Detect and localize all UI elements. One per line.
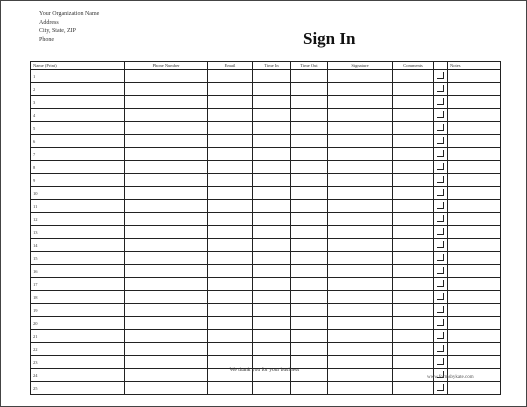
table-row — [31, 239, 501, 252]
row-entry-cell[interactable] — [125, 330, 208, 343]
row-entry-cell[interactable] — [291, 96, 328, 109]
row-checkbox-cell[interactable] — [434, 96, 448, 109]
row-name-cell[interactable]: 25 — [31, 382, 125, 395]
row-entry-cell[interactable] — [393, 174, 434, 187]
row-name-cell[interactable]: 20 — [31, 317, 125, 330]
organization-info — [39, 10, 99, 44]
table-row — [31, 278, 501, 291]
table-row — [31, 161, 501, 174]
row-entry-cell[interactable] — [393, 317, 434, 330]
column-header-time-out: Time Out — [291, 62, 328, 70]
row-checkbox-cell[interactable] — [434, 213, 448, 226]
row-entry-cell[interactable] — [291, 278, 328, 291]
row-entry-cell[interactable] — [125, 252, 208, 265]
row-entry-cell[interactable] — [448, 200, 501, 213]
row-entry-cell[interactable] — [253, 83, 291, 96]
row-entry-cell[interactable] — [253, 70, 291, 83]
row-entry-cell[interactable] — [328, 148, 393, 161]
row-entry-cell[interactable] — [448, 161, 501, 174]
checkbox[interactable] — [437, 319, 444, 326]
org-city-state-zip: City, State, ZIP — [39, 28, 76, 34]
row-entry-cell[interactable] — [208, 122, 253, 135]
sign-in-table — [30, 61, 501, 395]
checkbox[interactable] — [437, 72, 444, 79]
row-entry-cell[interactable] — [208, 161, 253, 174]
row-name-cell[interactable]: 17 — [31, 278, 125, 291]
row-entry-cell[interactable] — [125, 239, 208, 252]
table-row — [31, 148, 501, 161]
row-entry-cell[interactable] — [393, 187, 434, 200]
table-row — [31, 265, 501, 278]
org-name: Your Organization Name — [39, 11, 100, 17]
row-name-cell[interactable]: 13 — [31, 226, 125, 239]
checkbox[interactable] — [437, 85, 444, 92]
row-entry-cell[interactable] — [393, 122, 434, 135]
form-credit: www.formsbykate.com — [427, 375, 474, 380]
row-name-cell[interactable]: 19 — [31, 304, 125, 317]
row-entry-cell[interactable] — [448, 213, 501, 226]
row-entry-cell[interactable] — [393, 135, 434, 148]
row-entry-cell[interactable] — [448, 382, 501, 395]
thank-you-note: We thank you for your business — [229, 367, 300, 373]
row-entry-cell[interactable] — [328, 226, 393, 239]
row-entry-cell[interactable] — [328, 213, 393, 226]
row-entry-cell[interactable] — [253, 213, 291, 226]
row-entry-cell[interactable] — [291, 265, 328, 278]
row-checkbox-cell[interactable] — [434, 174, 448, 187]
table-row — [31, 213, 501, 226]
row-entry-cell[interactable] — [291, 148, 328, 161]
column-header-signature: Signature — [328, 62, 393, 70]
checkbox[interactable] — [437, 202, 444, 209]
table-row — [31, 109, 501, 122]
row-entry-cell[interactable] — [448, 135, 501, 148]
row-entry-cell[interactable] — [328, 161, 393, 174]
row-name-cell[interactable]: 14 — [31, 239, 125, 252]
row-entry-cell[interactable] — [393, 278, 434, 291]
row-entry-cell[interactable] — [253, 122, 291, 135]
row-entry-cell[interactable] — [125, 226, 208, 239]
row-entry-cell[interactable] — [208, 200, 253, 213]
row-entry-cell[interactable] — [208, 226, 253, 239]
row-entry-cell[interactable] — [291, 291, 328, 304]
checkbox[interactable] — [437, 332, 444, 339]
row-checkbox-cell[interactable] — [434, 317, 448, 330]
row-entry-cell[interactable] — [448, 226, 501, 239]
row-entry-cell[interactable] — [291, 213, 328, 226]
table-row — [31, 317, 501, 330]
column-header-check — [434, 62, 448, 70]
row-entry-cell[interactable] — [393, 148, 434, 161]
row-entry-cell[interactable] — [328, 330, 393, 343]
row-entry-cell[interactable] — [125, 343, 208, 356]
row-entry-cell[interactable] — [291, 187, 328, 200]
row-entry-cell[interactable] — [208, 174, 253, 187]
row-entry-cell[interactable] — [253, 187, 291, 200]
table-row — [31, 382, 501, 395]
row-checkbox-cell[interactable] — [434, 200, 448, 213]
table-row — [31, 291, 501, 304]
row-entry-cell[interactable] — [328, 83, 393, 96]
row-entry-cell[interactable] — [253, 304, 291, 317]
row-entry-cell[interactable] — [448, 252, 501, 265]
row-entry-cell[interactable] — [125, 135, 208, 148]
row-checkbox-cell[interactable] — [434, 70, 448, 83]
row-entry-cell[interactable] — [208, 148, 253, 161]
row-name-cell[interactable]: 5 — [31, 122, 125, 135]
row-checkbox-cell[interactable] — [434, 330, 448, 343]
checkbox[interactable] — [437, 384, 444, 391]
row-checkbox-cell[interactable] — [434, 135, 448, 148]
row-entry-cell[interactable] — [393, 252, 434, 265]
row-entry-cell[interactable] — [125, 161, 208, 174]
row-checkbox-cell[interactable] — [434, 291, 448, 304]
row-name-cell[interactable]: 9 — [31, 174, 125, 187]
row-name-cell[interactable]: 7 — [31, 148, 125, 161]
row-entry-cell[interactable] — [208, 265, 253, 278]
row-entry-cell[interactable] — [208, 317, 253, 330]
row-name-cell[interactable]: 16 — [31, 265, 125, 278]
row-entry-cell[interactable] — [393, 330, 434, 343]
row-entry-cell[interactable] — [328, 187, 393, 200]
checkbox[interactable] — [437, 124, 444, 131]
column-header-comments: Comments — [393, 62, 434, 70]
row-entry-cell[interactable] — [253, 226, 291, 239]
row-name-cell[interactable]: 24 — [31, 369, 125, 382]
row-entry-cell[interactable] — [328, 122, 393, 135]
checkbox[interactable] — [437, 150, 444, 157]
row-entry-cell[interactable] — [393, 96, 434, 109]
row-entry-cell[interactable] — [448, 96, 501, 109]
row-entry-cell[interactable] — [448, 343, 501, 356]
row-entry-cell[interactable] — [125, 187, 208, 200]
table-body — [31, 70, 501, 395]
row-entry-cell[interactable] — [393, 161, 434, 174]
row-entry-cell[interactable] — [291, 317, 328, 330]
row-entry-cell[interactable] — [393, 109, 434, 122]
row-entry-cell[interactable] — [208, 330, 253, 343]
checkbox[interactable] — [437, 98, 444, 105]
row-entry-cell[interactable] — [291, 343, 328, 356]
row-entry-cell[interactable] — [208, 278, 253, 291]
row-entry-cell[interactable] — [125, 213, 208, 226]
row-entry-cell[interactable] — [208, 291, 253, 304]
row-entry-cell[interactable] — [208, 252, 253, 265]
checkbox[interactable] — [437, 241, 444, 248]
row-entry-cell[interactable] — [393, 265, 434, 278]
row-entry-cell[interactable] — [291, 382, 328, 395]
page-title: Sign In — [303, 29, 356, 48]
table-row — [31, 200, 501, 213]
row-entry-cell[interactable] — [253, 161, 291, 174]
row-name-cell[interactable]: 6 — [31, 135, 125, 148]
row-entry-cell[interactable] — [208, 343, 253, 356]
org-phone: Phone — [39, 36, 54, 43]
row-entry-cell[interactable] — [291, 330, 328, 343]
table-row — [31, 304, 501, 317]
row-entry-cell[interactable] — [393, 343, 434, 356]
row-entry-cell[interactable] — [393, 382, 434, 395]
row-entry-cell[interactable] — [208, 135, 253, 148]
row-entry-cell[interactable] — [208, 187, 253, 200]
checkbox[interactable] — [437, 215, 444, 222]
row-entry-cell[interactable] — [393, 226, 434, 239]
row-entry-cell[interactable] — [291, 252, 328, 265]
row-entry-cell[interactable] — [291, 83, 328, 96]
row-entry-cell[interactable] — [291, 200, 328, 213]
row-checkbox-cell[interactable] — [434, 278, 448, 291]
row-entry-cell[interactable] — [253, 174, 291, 187]
row-entry-cell[interactable] — [328, 317, 393, 330]
row-entry-cell[interactable] — [291, 304, 328, 317]
column-header-notes: Notes — [448, 62, 501, 70]
row-entry-cell[interactable] — [125, 70, 208, 83]
row-checkbox-cell[interactable] — [434, 161, 448, 174]
row-checkbox-cell[interactable] — [434, 343, 448, 356]
row-entry-cell[interactable] — [448, 265, 501, 278]
row-entry-cell[interactable] — [253, 148, 291, 161]
checkbox[interactable] — [437, 306, 444, 313]
row-entry-cell[interactable] — [208, 109, 253, 122]
row-entry-cell[interactable] — [208, 304, 253, 317]
row-entry-cell[interactable] — [448, 239, 501, 252]
table-row — [31, 226, 501, 239]
row-entry-cell[interactable] — [291, 226, 328, 239]
table-row — [31, 135, 501, 148]
row-entry-cell[interactable] — [253, 343, 291, 356]
row-entry-cell[interactable] — [328, 96, 393, 109]
row-entry-cell[interactable] — [291, 174, 328, 187]
row-entry-cell[interactable] — [253, 330, 291, 343]
row-checkbox-cell[interactable] — [434, 382, 448, 395]
row-entry-cell[interactable] — [328, 304, 393, 317]
row-entry-cell[interactable] — [125, 317, 208, 330]
row-entry-cell[interactable] — [448, 83, 501, 96]
table-row — [31, 187, 501, 200]
row-entry-cell[interactable] — [253, 291, 291, 304]
row-entry-cell[interactable] — [393, 213, 434, 226]
checkbox[interactable] — [437, 358, 444, 365]
row-checkbox-cell[interactable] — [434, 265, 448, 278]
row-entry-cell[interactable] — [393, 70, 434, 83]
row-entry-cell[interactable] — [328, 382, 393, 395]
table-row — [31, 174, 501, 187]
row-entry-cell[interactable] — [448, 122, 501, 135]
row-entry-cell[interactable] — [125, 83, 208, 96]
row-entry-cell[interactable] — [125, 174, 208, 187]
row-entry-cell[interactable] — [291, 135, 328, 148]
row-entry-cell[interactable] — [448, 70, 501, 83]
table-row — [31, 96, 501, 109]
row-name-cell[interactable]: 22 — [31, 343, 125, 356]
checkbox[interactable] — [437, 293, 444, 300]
row-entry-cell[interactable] — [448, 109, 501, 122]
row-name-cell[interactable]: 11 — [31, 200, 125, 213]
table-row — [31, 252, 501, 265]
table-header-row — [31, 62, 501, 70]
row-entry-cell[interactable] — [208, 83, 253, 96]
org-address: Address — [39, 19, 59, 26]
row-entry-cell[interactable] — [328, 239, 393, 252]
row-name-cell[interactable]: 21 — [31, 330, 125, 343]
checkbox[interactable] — [437, 111, 444, 118]
row-entry-cell[interactable] — [208, 382, 253, 395]
row-entry-cell[interactable] — [125, 109, 208, 122]
row-entry-cell[interactable] — [448, 148, 501, 161]
checkbox[interactable] — [437, 189, 444, 196]
row-entry-cell[interactable] — [125, 278, 208, 291]
row-entry-cell[interactable] — [291, 239, 328, 252]
row-entry-cell[interactable] — [328, 252, 393, 265]
row-entry-cell[interactable] — [448, 187, 501, 200]
checkbox[interactable] — [437, 267, 444, 274]
row-name-cell[interactable]: 3 — [31, 96, 125, 109]
row-entry-cell[interactable] — [328, 135, 393, 148]
row-entry-cell[interactable] — [393, 291, 434, 304]
row-entry-cell[interactable] — [125, 304, 208, 317]
row-entry-cell[interactable] — [328, 343, 393, 356]
row-entry-cell[interactable] — [291, 122, 328, 135]
row-entry-cell[interactable] — [253, 200, 291, 213]
row-entry-cell[interactable] — [328, 278, 393, 291]
row-entry-cell[interactable] — [125, 382, 208, 395]
row-checkbox-cell[interactable] — [434, 122, 448, 135]
row-entry-cell[interactable] — [125, 200, 208, 213]
row-checkbox-cell[interactable] — [434, 148, 448, 161]
row-name-cell[interactable]: 4 — [31, 109, 125, 122]
row-entry-cell[interactable] — [393, 239, 434, 252]
row-name-cell[interactable]: 18 — [31, 291, 125, 304]
table-row — [31, 83, 501, 96]
checkbox[interactable] — [437, 228, 444, 235]
row-checkbox-cell[interactable] — [434, 252, 448, 265]
row-entry-cell[interactable] — [253, 382, 291, 395]
row-entry-cell[interactable] — [125, 291, 208, 304]
row-checkbox-cell[interactable] — [434, 226, 448, 239]
row-entry-cell[interactable] — [253, 317, 291, 330]
row-entry-cell[interactable] — [253, 252, 291, 265]
row-entry-cell[interactable] — [393, 304, 434, 317]
row-name-cell[interactable]: 2 — [31, 83, 125, 96]
row-entry-cell[interactable] — [291, 161, 328, 174]
row-entry-cell[interactable] — [291, 109, 328, 122]
row-entry-cell[interactable] — [253, 239, 291, 252]
column-header-phone: Phone Number — [125, 62, 208, 70]
row-entry-cell[interactable] — [448, 317, 501, 330]
row-name-cell[interactable]: 12 — [31, 213, 125, 226]
row-entry-cell[interactable] — [253, 265, 291, 278]
row-name-cell[interactable]: 8 — [31, 161, 125, 174]
row-entry-cell[interactable] — [328, 109, 393, 122]
row-entry-cell[interactable] — [448, 174, 501, 187]
row-checkbox-cell[interactable] — [434, 304, 448, 317]
row-entry-cell[interactable] — [125, 265, 208, 278]
column-header-name: Name (Print) — [31, 62, 125, 70]
row-entry-cell[interactable] — [328, 291, 393, 304]
row-name-cell[interactable]: 15 — [31, 252, 125, 265]
checkbox[interactable] — [437, 280, 444, 287]
row-checkbox-cell[interactable] — [434, 83, 448, 96]
row-entry-cell[interactable] — [448, 304, 501, 317]
row-entry-cell[interactable] — [253, 278, 291, 291]
row-entry-cell[interactable] — [208, 213, 253, 226]
table-row — [31, 343, 501, 356]
checkbox[interactable] — [437, 163, 444, 170]
row-checkbox-cell[interactable] — [434, 239, 448, 252]
checkbox[interactable] — [437, 137, 444, 144]
row-entry-cell[interactable] — [328, 174, 393, 187]
row-entry-cell[interactable] — [125, 96, 208, 109]
row-name-cell[interactable]: 23 — [31, 356, 125, 369]
row-entry-cell[interactable] — [393, 83, 434, 96]
row-name-cell[interactable]: 1 — [31, 70, 125, 83]
row-entry-cell[interactable] — [208, 70, 253, 83]
table-row — [31, 122, 501, 135]
row-entry-cell[interactable] — [328, 265, 393, 278]
row-entry-cell[interactable] — [125, 122, 208, 135]
row-entry-cell[interactable] — [393, 200, 434, 213]
column-header-email: Email — [208, 62, 253, 70]
row-entry-cell[interactable] — [208, 239, 253, 252]
table-row — [31, 70, 501, 83]
row-entry-cell[interactable] — [448, 291, 501, 304]
row-entry-cell[interactable] — [253, 96, 291, 109]
row-entry-cell[interactable] — [448, 330, 501, 343]
row-entry-cell[interactable] — [448, 278, 501, 291]
checkbox[interactable] — [437, 254, 444, 261]
row-name-cell[interactable]: 10 — [31, 187, 125, 200]
checkbox[interactable] — [437, 176, 444, 183]
checkbox[interactable] — [437, 345, 444, 352]
row-entry-cell[interactable] — [253, 135, 291, 148]
row-entry-cell[interactable] — [328, 70, 393, 83]
row-entry-cell[interactable] — [208, 96, 253, 109]
table-row — [31, 330, 501, 343]
row-checkbox-cell[interactable] — [434, 109, 448, 122]
row-entry-cell[interactable] — [125, 148, 208, 161]
row-entry-cell[interactable] — [291, 70, 328, 83]
row-entry-cell[interactable] — [328, 200, 393, 213]
row-checkbox-cell[interactable] — [434, 187, 448, 200]
row-entry-cell[interactable] — [253, 109, 291, 122]
column-header-time-in: Time In — [253, 62, 291, 70]
